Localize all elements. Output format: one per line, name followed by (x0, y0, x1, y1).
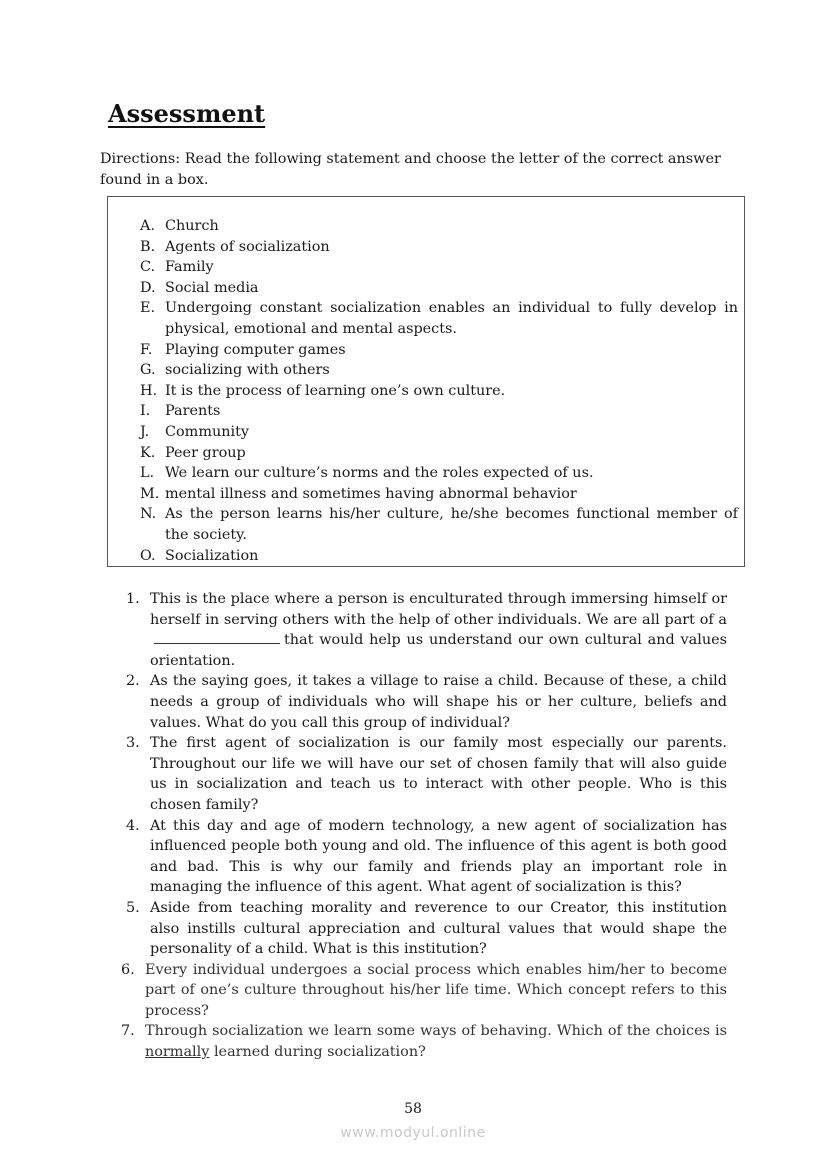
answer-choices-list (140, 216, 738, 566)
page-number: 58 (404, 1101, 422, 1117)
choice-item (140, 257, 738, 278)
choice-item (140, 381, 738, 402)
choice-letter: I. (140, 403, 151, 420)
choice-item (140, 298, 738, 339)
choice-text: Family (165, 259, 214, 276)
question-text: At this day and age of modern technology, a new agent of socialization has influenced people both young and old. The influence of this agent is both good and bad. This is why our family and friends play an important role in managing the influence of this agent. What agent of socialization is this? (150, 817, 727, 896)
choice-text: As the person learns his/her culture, he/she becomes functional member of the society. (165, 506, 738, 543)
choice-item (140, 278, 738, 299)
choice-item (140, 463, 738, 484)
question-number: 6. (121, 961, 135, 978)
choice-item (140, 504, 738, 545)
choice-item (140, 360, 738, 381)
choice-letter: D. (140, 279, 156, 296)
question-number: 5. (126, 899, 140, 916)
question-item (118, 960, 727, 1022)
choice-letter: M. (140, 485, 160, 502)
question-text: Through socialization we learn some ways of behaving. Which of the choices is normally learned during socialization? (145, 1023, 727, 1061)
choice-letter: J. (140, 423, 150, 440)
choice-item (140, 484, 738, 505)
question-item (118, 589, 727, 671)
choice-text: Socialization (165, 547, 259, 564)
question-item (118, 1021, 727, 1062)
question-number: 1. (126, 591, 140, 607)
question-text: This is the place where a person is enculturated through immersing himself or herself in serving others with the help of other individuals. We are all part of athat would help us understand our own cultural and values orientation. (150, 591, 727, 669)
choice-text: Church (165, 218, 219, 234)
choice-item (140, 401, 738, 422)
choice-text: Parents (165, 403, 221, 420)
choice-item (140, 422, 738, 443)
question-item (118, 816, 727, 898)
choice-letter: H. (140, 382, 158, 399)
choice-letter: L. (140, 465, 155, 482)
choice-item (140, 237, 738, 258)
question-number: 7. (121, 1023, 135, 1040)
choice-text: Peer group (165, 444, 246, 461)
choice-letter: A. (140, 218, 155, 234)
question-text: The first agent of socialization is our family most especially our parents. Throughout our life we will have our set of chosen family that will also guide us in socialization and teach us to interact with other people. Who is this chosen family? (150, 735, 727, 813)
underlined-word: normally (145, 1044, 210, 1061)
choice-letter: O. (140, 547, 156, 564)
choice-text: Undergoing constant socialization enables an individual to fully develop in physical, emotional and mental aspects. (165, 300, 738, 337)
watermark: www.modyul.online (340, 1125, 486, 1141)
directions-text: Directions: Read the following statement and choose the letter of the correct answer found in a box. (100, 151, 721, 188)
choice-letter: F. (140, 341, 153, 358)
choice-item (140, 546, 738, 567)
choice-letter: K. (140, 444, 156, 461)
question-item (118, 898, 727, 960)
choice-item (140, 443, 738, 464)
choice-text: socializing with others (165, 362, 330, 379)
question-text: As the saying goes, it takes a village to raise a child. Because of these, a child needs a group of individuals who will shape his or her culture, beliefs and values. What do you call this group of individual? (150, 673, 727, 731)
question-text: Aside from teaching morality and reverence to our Creator, this institution also instills cultural appreciation and cultural values that would shape the personality of a child. What is this institution? (150, 899, 727, 958)
choice-text: Playing computer games (165, 341, 346, 358)
choice-text: mental illness and sometimes having abnormal behavior (165, 485, 577, 502)
choice-text: Social media (165, 279, 259, 296)
choice-item (140, 340, 738, 361)
page-title: Assessment (108, 99, 266, 128)
choice-letter: G. (140, 362, 156, 379)
question-list (118, 589, 727, 1063)
choice-letter: C. (140, 259, 156, 276)
question-item (118, 733, 727, 815)
choice-text: Agents of socialization (165, 238, 330, 255)
choice-letter: N. (140, 506, 157, 523)
choice-letter: B. (140, 238, 156, 255)
question-number: 4. (126, 817, 140, 834)
choice-item (140, 216, 738, 237)
choice-text: Community (165, 423, 250, 440)
choice-text: We learn our culture’s norms and the roles expected of us. (165, 465, 594, 482)
question-number: 2. (126, 673, 140, 690)
question-number: 3. (126, 735, 140, 752)
question-item (118, 671, 727, 733)
choice-text: It is the process of learning one’s own culture. (165, 382, 506, 399)
fill-in-blank (154, 631, 280, 644)
question-text: Every individual undergoes a social process which enables him/her to become part of one’s culture throughout his/her life time. Which concept refers to this process? (145, 961, 727, 1019)
choice-letter: E. (140, 300, 156, 317)
